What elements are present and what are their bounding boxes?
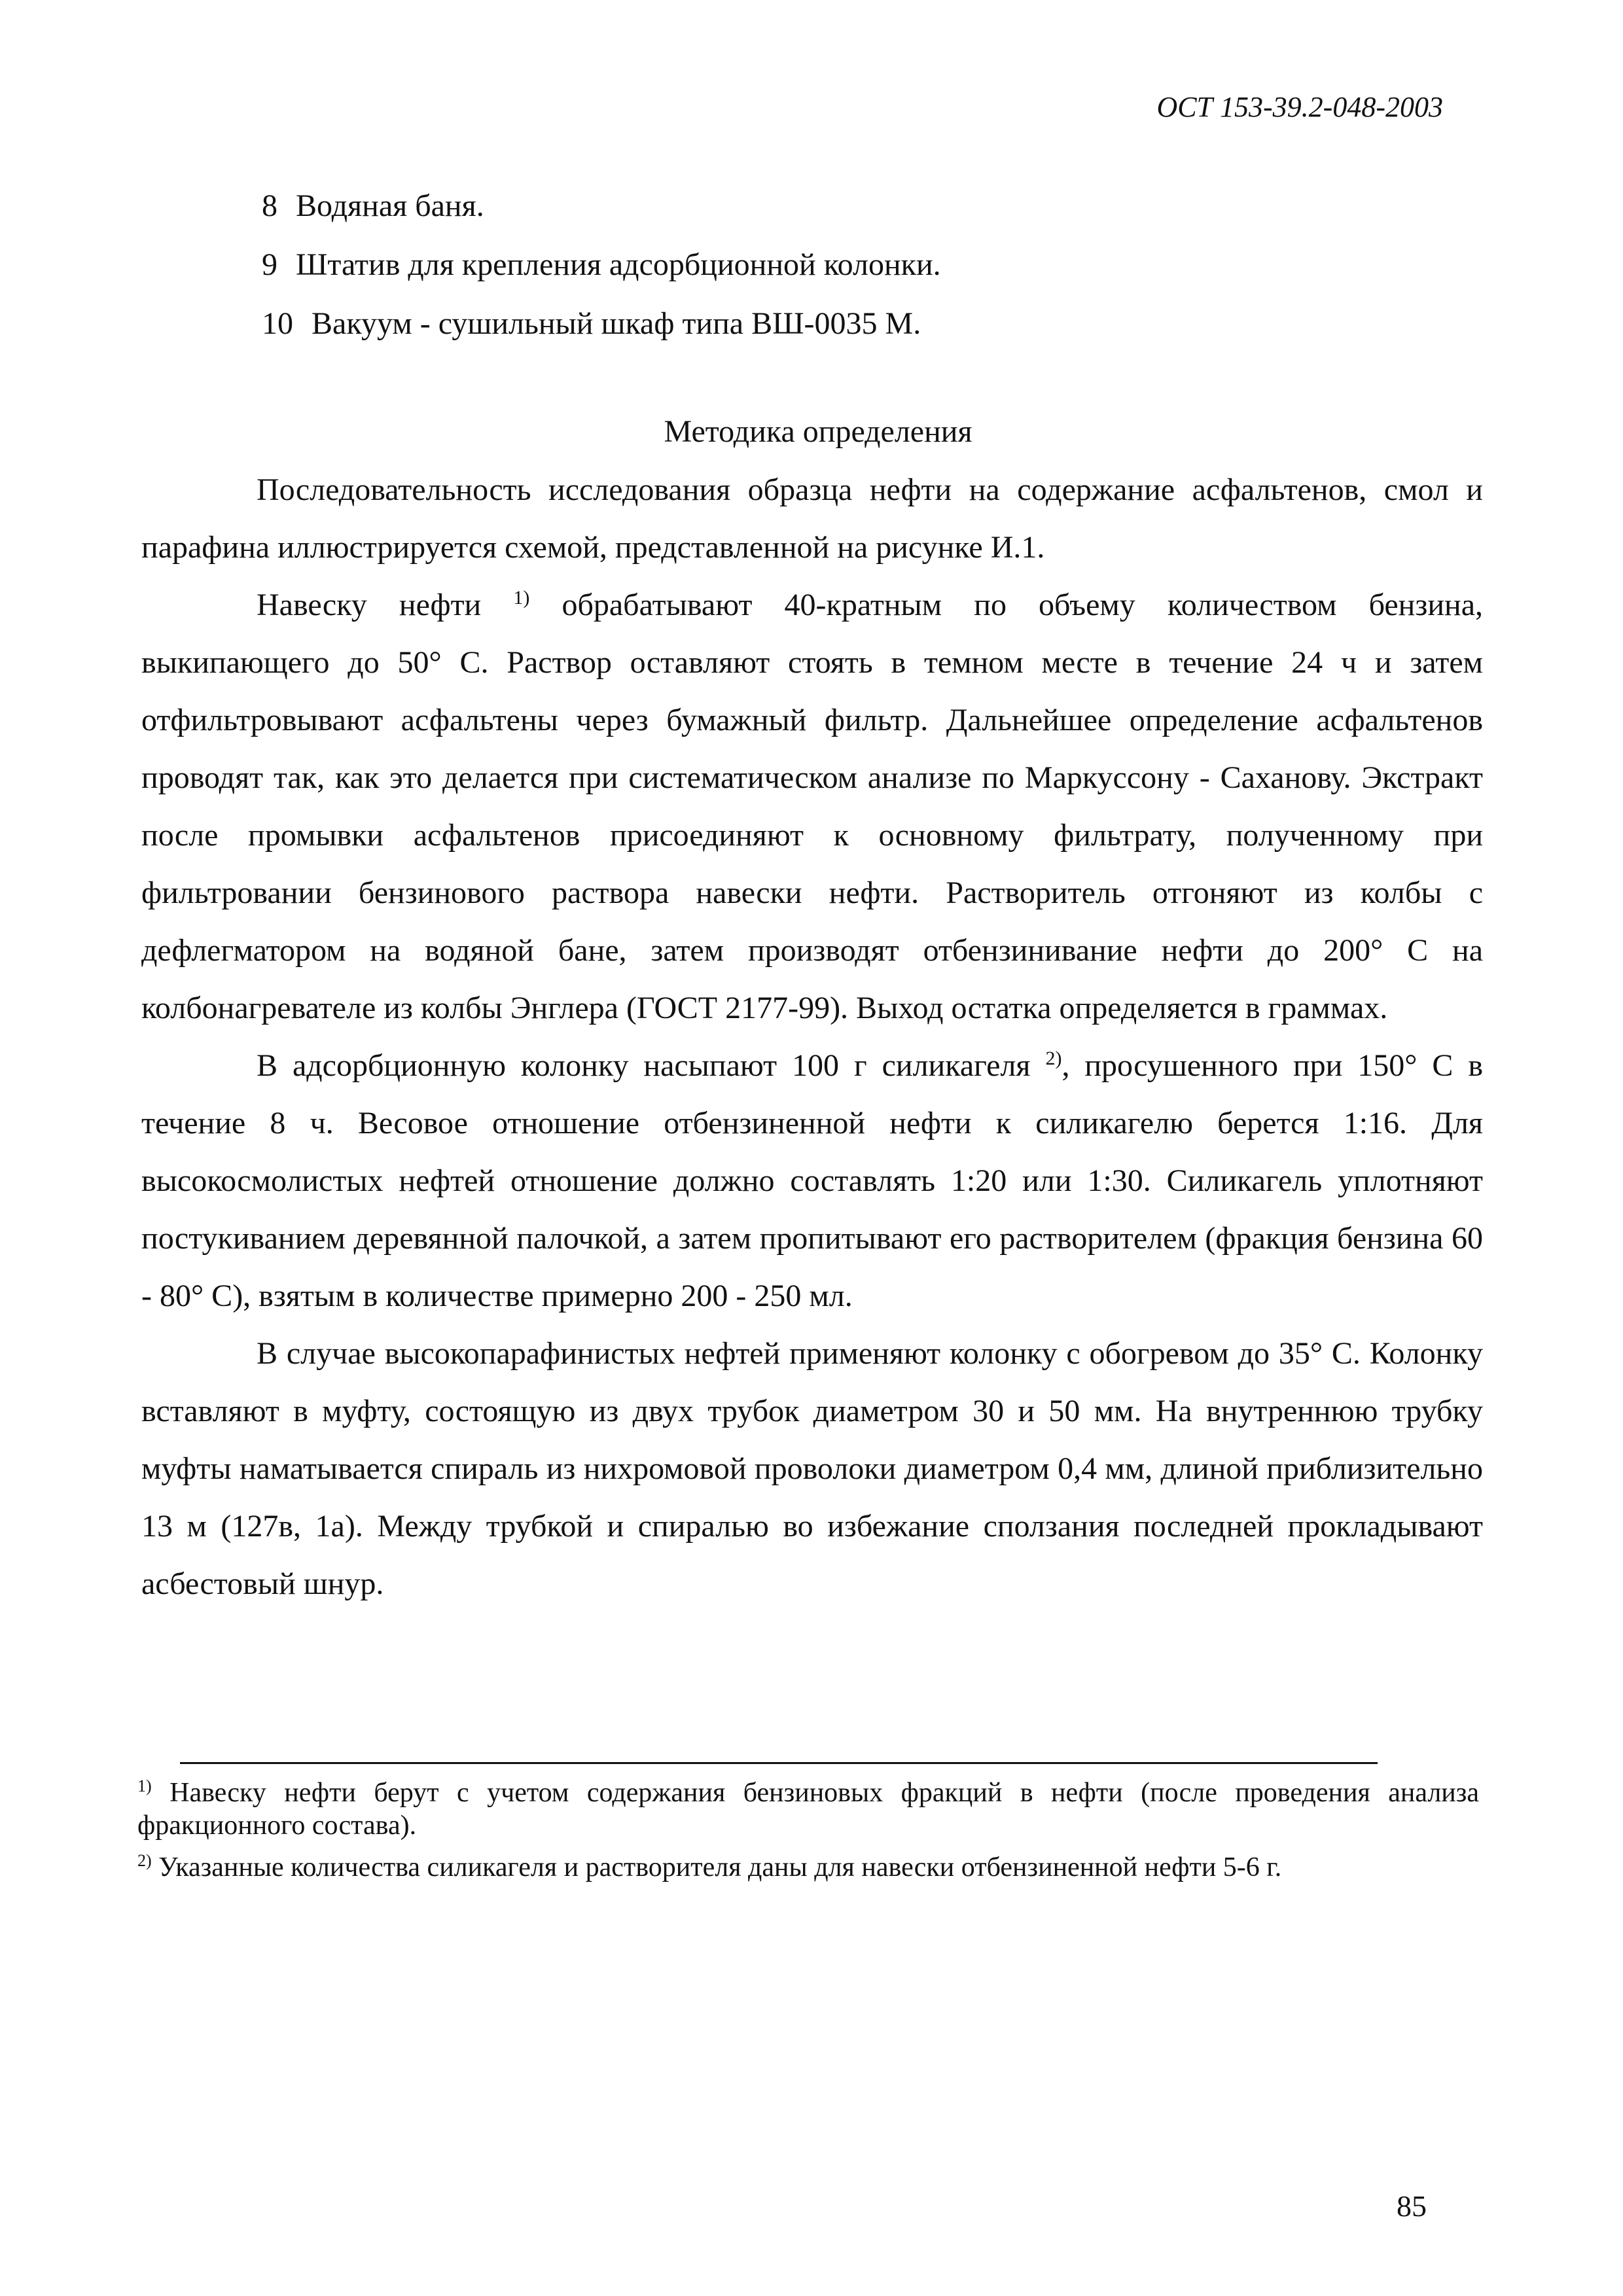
list-item-number: 10: [262, 306, 293, 341]
paragraph-heated-column: В случае высокопарафинистых нефтей применяют колонку с обогревом до 35° С. Колонку вставляют в муфту, состоящую из двух трубок диаметром 30 и 50 мм. На внутреннюю трубку муфты наматывается спираль из нихромовой проволоки диаметром 0,4 мм, длиной приблизительно 13 м (127в, 1а). Между трубкой и спиралью во избежание сползания последней прокладывают асбестовый шнур.: [141, 1336, 1483, 1601]
list-item-text: Штатив для крепления адсорбционной колонки.: [296, 247, 941, 282]
footnote-ref-1: 1): [513, 587, 530, 609]
footnote-mark: 2): [137, 1851, 152, 1870]
list-item: [262, 294, 1505, 353]
list-item-number: 8: [262, 188, 277, 223]
footnote-ref-2: 2): [1045, 1048, 1062, 1069]
footnote-1: [137, 1776, 1479, 1842]
footnote-text: Навеску нефти берут с учетом содержания бензиновых фракций в нефти (после проведения анализа фракционного состава).: [137, 1778, 1479, 1841]
list-item-text: Вакуум - сушильный шкаф типа ВШ-0035 М.: [312, 306, 921, 341]
list-item: [262, 177, 1505, 236]
paragraph-text: Навеску нефти: [257, 588, 514, 622]
footnote-divider: [180, 1762, 1378, 1764]
list-item-text: Водяная баня.: [296, 188, 484, 223]
paragraph-text: , просушенного при 150° С в течение 8 ч. Весовое отношение отбензиненной нефти к силикагелю берется 1:16. Для высокосмолистых нефтей отношение должно составлять 1:20 или 1:30. Силикагель уплотняют постукиванием деревянной палочкой, а затем пропитывают его растворителем (фракция бензина 60 - 80° С), взятым в количестве примерно 200 - 250 мл.: [141, 1048, 1483, 1313]
footnote-mark: 1): [137, 1776, 152, 1795]
paragraph-text: обрабатывают 40-кратным по объему количеством бензина, выкипающего до 50° С. Раствор оставляют стоять в темном месте в течение 24 ч и затем отфильтровывают асфальтены через бумажный фильтр. Дальнейшее определение асфальтенов проводят так, как это делается при систематическом анализе по Маркуссону - Саханову. Экстракт после промывки асфальтенов присоединяют к основному фильтрату, полученному при фильтровании бензинового раствора навески нефти. Растворитель отгоняют из колбы с дефлегматором на водяной бане, затем производят отбензинивание нефти до 200° С на колбонагревателе из колбы Энглера (ГОСТ 2177-99). Выход остатка определяется в граммах.: [141, 588, 1484, 1025]
equipment-list: [262, 177, 1505, 353]
page-number: 85: [1397, 2189, 1427, 2223]
paragraph-sample-treatment: [141, 576, 1483, 1037]
body-text: [141, 461, 1483, 1613]
list-item-number: 9: [262, 247, 277, 282]
footnote-text: Указанные количества силикагеля и растворителя даны для навески отбензиненной нефти 5-6 г.: [158, 1852, 1282, 1882]
footnote-2: [137, 1851, 1479, 1884]
document-code: ОСТ 153-39.2-048-2003: [1156, 91, 1443, 123]
list-item: [262, 236, 1505, 294]
section-title: Методика определения: [664, 414, 972, 449]
paragraph-text: В адсорбционную колонку насыпают 100 г силикагеля: [257, 1048, 1046, 1083]
footnotes: [137, 1776, 1479, 1893]
paragraph-adsorption-column: [141, 1037, 1483, 1325]
paragraph-sequence: Последовательность исследования образца нефти на содержание асфальтенов, смол и парафина иллюстрируется схемой, представленной на рисунке И.1.: [141, 472, 1483, 565]
